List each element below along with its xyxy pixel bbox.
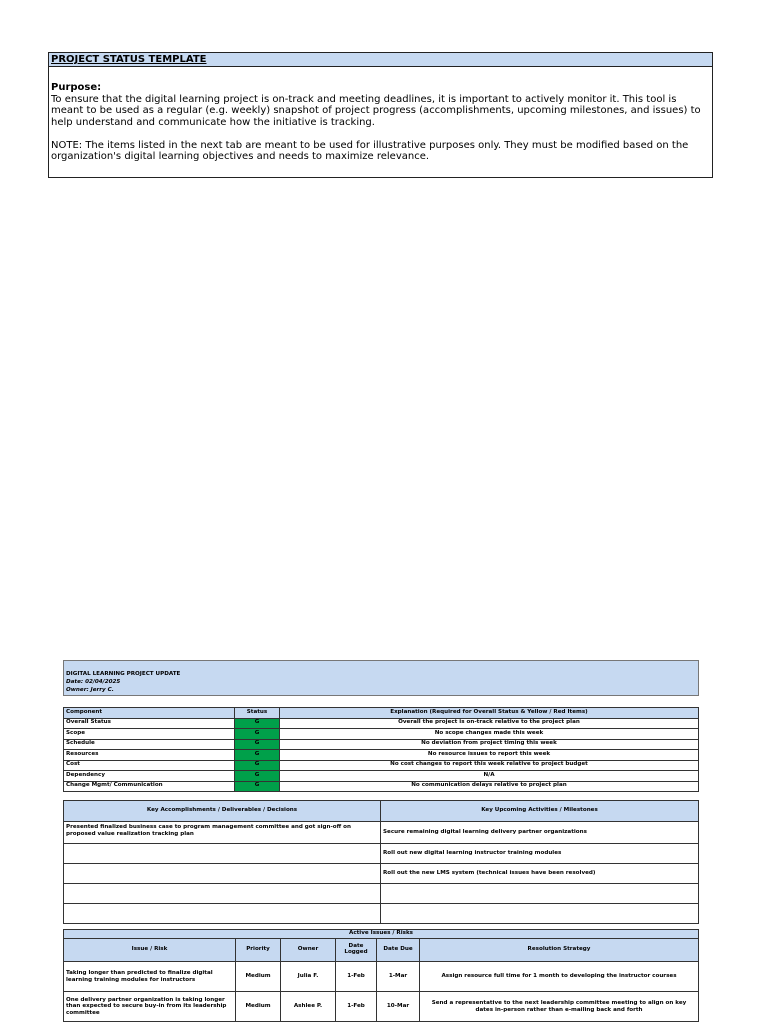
explanation-cell: No deviation from project timing this week — [280, 739, 699, 750]
component-name: Resources — [64, 750, 235, 761]
status-cell: G — [235, 760, 280, 771]
explanation-cell: No cost changes to report this week relative to project budget — [280, 760, 699, 771]
column-header: Date Due — [377, 939, 420, 962]
table-row — [64, 962, 699, 992]
component-name: Change Mgmt/ Communication — [64, 781, 235, 792]
explanation-cell: Overall the project is on-track relative to the project plan — [280, 718, 699, 729]
update-header — [63, 660, 699, 696]
accomplishment-cell — [64, 904, 381, 924]
table-row — [64, 992, 699, 1022]
table-row — [64, 844, 699, 864]
purpose-line: meant to be used as a regular (e.g. weekly) snapshot of project progress (accomplishments, upcoming milestones, and issues) to — [51, 105, 701, 116]
table-header-row — [64, 708, 699, 719]
status-cell: G — [235, 750, 280, 761]
template-body — [49, 67, 712, 163]
column-header: Explanation (Required for Overall Status & Yellow / Red Items) — [280, 708, 699, 719]
component-name: Scope — [64, 729, 235, 740]
table-row — [64, 760, 699, 771]
owner-cell: Julia F. — [281, 962, 336, 992]
date-due-cell: 10-Mar — [377, 992, 420, 1022]
purpose-label: Purpose: — [51, 82, 102, 93]
date-due-cell: 1-Mar — [377, 962, 420, 992]
update-date: Date: 02/04/2025 — [66, 679, 121, 686]
status-cell: G — [235, 781, 280, 792]
issue-cell: Taking longer than predicted to finalize digital learning training modules for instructors — [64, 962, 236, 992]
upcoming-cell: Roll out the new LMS system (technical issues have been resolved) — [381, 864, 699, 884]
column-header: Date Logged — [336, 939, 377, 962]
explanation-cell: No communication delays relative to project plan — [280, 781, 699, 792]
table-row — [64, 750, 699, 761]
table-header-row — [64, 939, 699, 962]
accomplishment-cell — [64, 844, 381, 864]
table-title-row — [64, 930, 699, 939]
column-header: Status — [235, 708, 280, 719]
purpose-line: help understand and communicate how the initiative is tracking. — [51, 116, 375, 128]
priority-cell: Medium — [236, 962, 281, 992]
table-row — [64, 884, 699, 904]
resolution-cell: Assign resource full time for 1 month to developing the instructor courses — [420, 962, 699, 992]
issue-cell: One delivery partner organization is taking longer than expected to secure buy-in from its leadership committee — [64, 992, 236, 1022]
date-logged-cell: 1-Feb — [336, 962, 377, 992]
update-title: DIGITAL LEARNING PROJECT UPDATE — [66, 671, 181, 677]
issues-title: Active Issues / Risks — [64, 930, 699, 939]
table-row — [64, 729, 699, 740]
status-cell: G — [235, 718, 280, 729]
purpose-line: To ensure that the digital learning project is on-track and meeting deadlines, it is important to actively monitor it. This tool is — [51, 93, 677, 105]
component-name: Cost — [64, 760, 235, 771]
column-header: Owner — [281, 939, 336, 962]
table-header-row — [64, 801, 699, 822]
upcoming-cell: Secure remaining digital learning delivery partner organizations — [381, 822, 699, 844]
template-box — [48, 52, 713, 178]
update-owner: Owner: Jerry C. — [66, 687, 114, 694]
component-name: Overall Status — [64, 718, 235, 729]
priority-cell: Medium — [236, 992, 281, 1022]
table-row — [64, 739, 699, 750]
component-name: Dependency — [64, 771, 235, 782]
issues-table — [63, 929, 699, 1022]
table-row — [64, 864, 699, 884]
note-line: NOTE: The items listed in the next tab are meant to be used for illustrative purposes only. They must be modified based on the — [51, 139, 689, 151]
accomplishment-cell: Presented finalized business case to program management committee and got sign-off on proposed value realization tracking plan — [64, 822, 381, 844]
note-line: organization's digital learning objectives and needs to maximize relevance. — [51, 151, 430, 162]
table-row — [64, 822, 699, 844]
accomplishment-cell — [64, 884, 381, 904]
explanation-cell: N/A — [280, 771, 699, 782]
owner-cell: Ashlee P. — [281, 992, 336, 1022]
explanation-cell: No scope changes made this week — [280, 729, 699, 740]
accomplishments-table — [63, 800, 699, 924]
table-row — [64, 718, 699, 729]
column-header: Issue / Risk — [64, 939, 236, 962]
column-header: Key Accomplishments / Deliverables / Decisions — [64, 801, 381, 822]
accomplishment-cell — [64, 864, 381, 884]
component-status-table — [63, 707, 699, 792]
table-row — [64, 904, 699, 924]
component-name: Schedule — [64, 739, 235, 750]
table-row — [64, 781, 699, 792]
upcoming-cell — [381, 904, 699, 924]
table-row — [64, 771, 699, 782]
explanation-cell: No resource issues to report this week — [280, 750, 699, 761]
status-cell: G — [235, 771, 280, 782]
status-cell: G — [235, 739, 280, 750]
column-header: Priority — [236, 939, 281, 962]
resolution-cell: Send a representative to the next leadership committee meeting to align on key dates in-person rather than e-mailing back and forth — [420, 992, 699, 1022]
template-title: PROJECT STATUS TEMPLATE — [49, 53, 712, 67]
column-header: Key Upcoming Activities / Milestones — [381, 801, 699, 822]
date-logged-cell: 1-Feb — [336, 992, 377, 1022]
column-header: Component — [64, 708, 235, 719]
upcoming-cell: Roll out new digital learning instructor training modules — [381, 844, 699, 864]
upcoming-cell — [381, 884, 699, 904]
column-header: Resolution Strategy — [420, 939, 699, 962]
status-cell: G — [235, 729, 280, 740]
